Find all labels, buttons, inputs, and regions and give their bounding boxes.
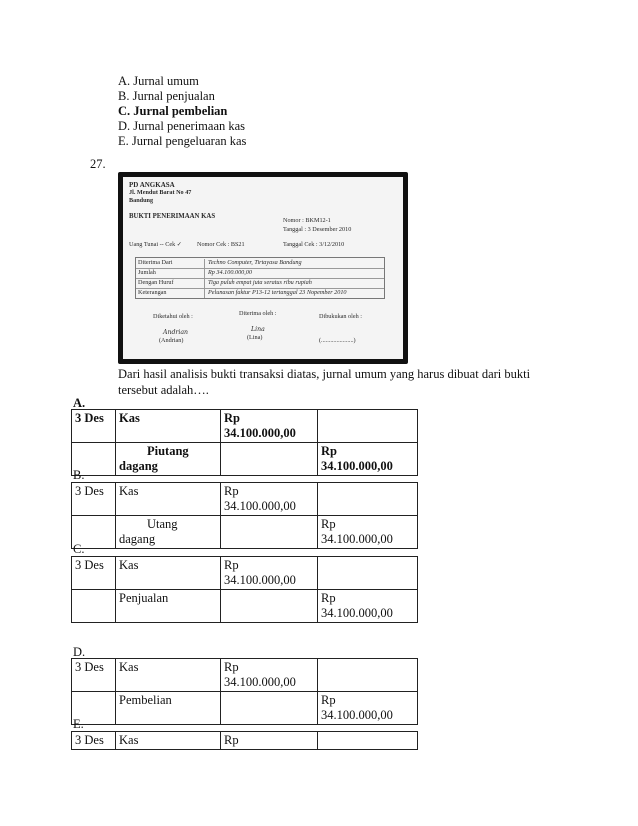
option-d: D. Jurnal penerimaan kas: [118, 119, 246, 133]
table-row: [72, 659, 418, 692]
cell-date: 3 Des: [72, 483, 116, 516]
cell-account: Utang dagang: [116, 516, 221, 549]
answer-d-letter: D.: [73, 645, 86, 659]
cell-credit: [318, 732, 418, 750]
answer-e-letter: E.: [73, 717, 84, 731]
cell-date: 3 Des: [72, 557, 116, 590]
signature-andrian: Andrian: [163, 329, 189, 336]
cell-debit: Rp 34.100.000,00: [221, 659, 318, 692]
question-line-2: tersebut adalah….: [118, 383, 209, 397]
signature-lina: Lina: [251, 326, 265, 333]
receipt-row-label: Keterangan: [138, 289, 205, 298]
receipt-name3: (.....................): [319, 337, 356, 344]
cell-account: Penjualan: [116, 590, 221, 623]
receipt-row-value: Techno Computer, Tirtayasa Bandung: [208, 259, 302, 266]
receipt-row-value: Pelunasan faktur P13-12 tertanggal 23 Nopember 2010: [208, 289, 347, 296]
table-row: [72, 590, 418, 623]
cell-debit: [221, 443, 318, 476]
cell-debit: Rp 34.100.000,00: [221, 410, 318, 443]
cell-credit: Rp 34.100.000,00: [318, 692, 418, 725]
account-line: Piutang: [147, 444, 189, 458]
cell-credit: Rp 34.100.000,00: [318, 516, 418, 549]
receipt-row-label: Dengan Huruf: [138, 279, 205, 288]
receipt-nomor-cek: Nomor Cek : BS21: [197, 241, 245, 248]
account-line: Utang: [147, 517, 178, 531]
answer-d-table: [71, 658, 418, 725]
option-a: A. Jurnal umum: [118, 74, 199, 88]
cell-credit: Rp 34.100.000,00: [318, 590, 418, 623]
cell-credit: [318, 557, 418, 590]
receipt-diterima: Diterima oleh :: [239, 310, 277, 317]
cell-account: Pembelian: [116, 692, 221, 725]
receipt-company: PD ANGKASA: [129, 181, 175, 189]
receipt-address2: Bandung: [129, 197, 154, 204]
answer-b-letter: B.: [73, 468, 85, 482]
receipt-row-label: Jumlah: [138, 269, 205, 278]
cell-credit: Rp 34.100.000,00: [318, 443, 418, 476]
receipt-detail-box: [135, 257, 385, 299]
receipt-uang-tunai: Uang Tunai -- Cek ✓: [129, 241, 182, 248]
receipt-dibukukan: Dibukukan oleh :: [319, 313, 362, 320]
table-row: [72, 516, 418, 549]
option-b: B. Jurnal penjualan: [118, 89, 215, 103]
receipt-row: [136, 288, 384, 298]
question-number: 27.: [90, 157, 106, 171]
receipt-row-value: Rp 34.100.000,00: [208, 269, 252, 276]
cell-debit: Rp: [221, 732, 318, 750]
answer-c-letter: C.: [73, 542, 85, 556]
cell-debit: Rp 34.100.000,00: [221, 557, 318, 590]
cell-account: Piutang dagang: [116, 443, 221, 476]
receipt-name1: (Andrian): [159, 337, 184, 344]
cell-account: Kas: [116, 410, 221, 443]
table-row: [72, 443, 418, 476]
answer-a-table: [71, 409, 418, 476]
option-c: C. Jurnal pembelian: [118, 104, 228, 118]
cell-debit: [221, 692, 318, 725]
cell-date: 3 Des: [72, 659, 116, 692]
cell-date: [72, 590, 116, 623]
receipt-name2: (Lina): [247, 334, 263, 341]
cell-debit: [221, 516, 318, 549]
receipt-diketahui: Diketahui oleh :: [153, 313, 193, 320]
answer-e-table: [71, 731, 418, 750]
cell-credit: [318, 659, 418, 692]
receipt-row-label: Diterima Dari: [138, 259, 205, 268]
table-row: [72, 483, 418, 516]
cell-credit: [318, 410, 418, 443]
answer-a-letter: A.: [73, 396, 86, 410]
table-row: [72, 410, 418, 443]
cell-date: 3 Des: [72, 410, 116, 443]
cell-account: Kas: [116, 557, 221, 590]
receipt-image: [118, 172, 408, 364]
cell-account: Kas: [116, 732, 221, 750]
receipt-nomor: Nomor : BKM12-1: [283, 217, 331, 224]
table-row: [72, 557, 418, 590]
answer-c-table: [71, 556, 418, 623]
table-row: [72, 732, 418, 750]
answer-b-table: [71, 482, 418, 549]
cell-debit: [221, 590, 318, 623]
cell-account: Kas: [116, 659, 221, 692]
question-line-1: Dari hasil analisis bukti transaksi diatas, jurnal umum yang harus dibuat dari bukti: [118, 367, 531, 381]
receipt-row-value: Tiga puluh empat juta seratus ribu rupiah: [208, 279, 312, 286]
receipt-title: BUKTI PENERIMAAN KAS: [129, 213, 216, 220]
receipt-tanggal-cek: Tanggal Cek : 3/12/2010: [283, 241, 345, 248]
receipt-tanggal: Tanggal : 3 Desember 2010: [283, 226, 352, 233]
option-e: E. Jurnal pengeluaran kas: [118, 134, 247, 148]
receipt-address1: Jl. Mendut Barat No 47: [129, 189, 192, 196]
cell-date: 3 Des: [72, 732, 116, 750]
cell-debit: Rp 34.100.000,00: [221, 483, 318, 516]
table-row: [72, 692, 418, 725]
cell-credit: [318, 483, 418, 516]
cell-account: Kas: [116, 483, 221, 516]
